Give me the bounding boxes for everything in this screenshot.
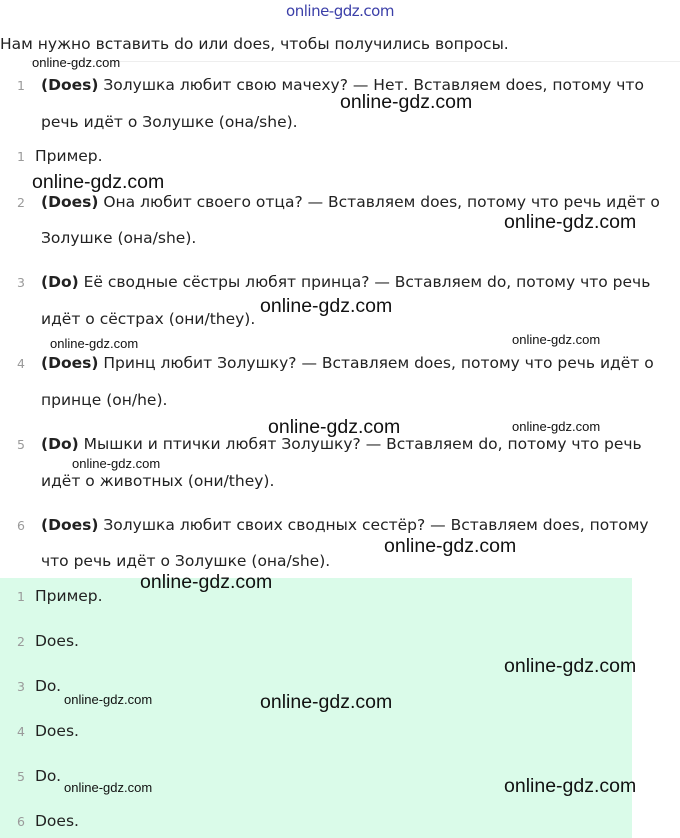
item-text: Золушка любит свою мачеху? — Нет. Вставляем does, потому что [98, 76, 644, 94]
item-text: Пример. [35, 147, 103, 165]
item-line-continued: что речь идёт о Золушке (она/she). [41, 552, 331, 570]
item-answer-bold: (Does) [41, 516, 99, 534]
item-text: Принц любит Золушку? — Вставляем does, потому что речь идёт о [98, 354, 654, 372]
item-answer-bold: (Does) [41, 354, 99, 372]
item-text: Она любит своего отца? — Вставляем does, потому что речь идёт о [98, 193, 660, 211]
watermark: online-gdz.com [512, 332, 601, 347]
item-answer-bold: (Do) [41, 273, 79, 291]
watermark: online-gdz.com [32, 55, 121, 70]
watermark: online-gdz.com [140, 571, 273, 593]
answer-number: 2 [17, 634, 25, 649]
item-line-continued: идёт о животных (они/they). [41, 472, 275, 490]
watermark: online-gdz.com [512, 419, 601, 434]
answer-text: Does. [35, 722, 79, 740]
answer-number: 1 [17, 589, 25, 604]
item-line [41, 515, 649, 535]
answer-text: Does. [35, 812, 79, 830]
watermark: online-gdz.com [384, 535, 517, 557]
item-text: Мышки и птички любят Золушку? — Вставляем do, потому что речь [78, 435, 642, 453]
answer-text: Do. [35, 677, 62, 695]
item-number: 1 [17, 149, 25, 164]
item-number: 2 [17, 195, 25, 210]
answer-text: Do. [35, 767, 62, 785]
item-number: 1 [17, 78, 25, 93]
divider [30, 61, 680, 62]
item-line-continued: речь идёт о Золушке (она/she). [41, 113, 298, 131]
item-line [41, 192, 660, 212]
item-line-continued: принце (он/he). [41, 391, 168, 409]
answer-number: 3 [17, 679, 25, 694]
item-number: 3 [17, 275, 25, 290]
answer-text: Does. [35, 632, 79, 650]
intro-text: Нам нужно вставить do или does, чтобы получились вопросы. [0, 35, 509, 53]
watermark: online-gdz.com [504, 775, 637, 797]
watermark: online-gdz.com [32, 171, 165, 193]
watermark: online-gdz.com [260, 295, 393, 317]
item-text: Золушка любит своих сводных сестёр? — Вставляем does, потому [98, 516, 649, 534]
watermark: online-gdz.com [340, 91, 473, 113]
item-answer-bold: (Do) [41, 435, 79, 453]
watermark: online-gdz.com [260, 691, 393, 713]
watermark: online-gdz.com [64, 692, 153, 707]
watermark: online-gdz.com [64, 780, 153, 795]
watermark: online-gdz.com [72, 456, 161, 471]
item-number: 4 [17, 356, 25, 371]
answer-text: Пример. [35, 587, 103, 605]
answer-number: 6 [17, 814, 25, 829]
item-line-continued: идёт о сёстрах (они/they). [41, 310, 256, 328]
watermark: online-gdz.com [268, 416, 401, 438]
watermark: online-gdz.com [50, 336, 139, 351]
item-number: 6 [17, 518, 25, 533]
answer-number: 4 [17, 724, 25, 739]
header-watermark: online-gdz.com [286, 2, 394, 20]
item-answer-bold: (Does) [41, 193, 99, 211]
item-answer-bold: (Does) [41, 76, 99, 94]
item-line [41, 272, 650, 292]
watermark: online-gdz.com [504, 655, 637, 677]
item-number: 5 [17, 437, 25, 452]
item-line [41, 353, 654, 373]
item-text: Её сводные сёстры любят принца? — Вставляем do, потому что речь [78, 273, 651, 291]
watermark: online-gdz.com [504, 211, 637, 233]
item-line-continued: Золушке (она/she). [41, 229, 197, 247]
answer-number: 5 [17, 769, 25, 784]
